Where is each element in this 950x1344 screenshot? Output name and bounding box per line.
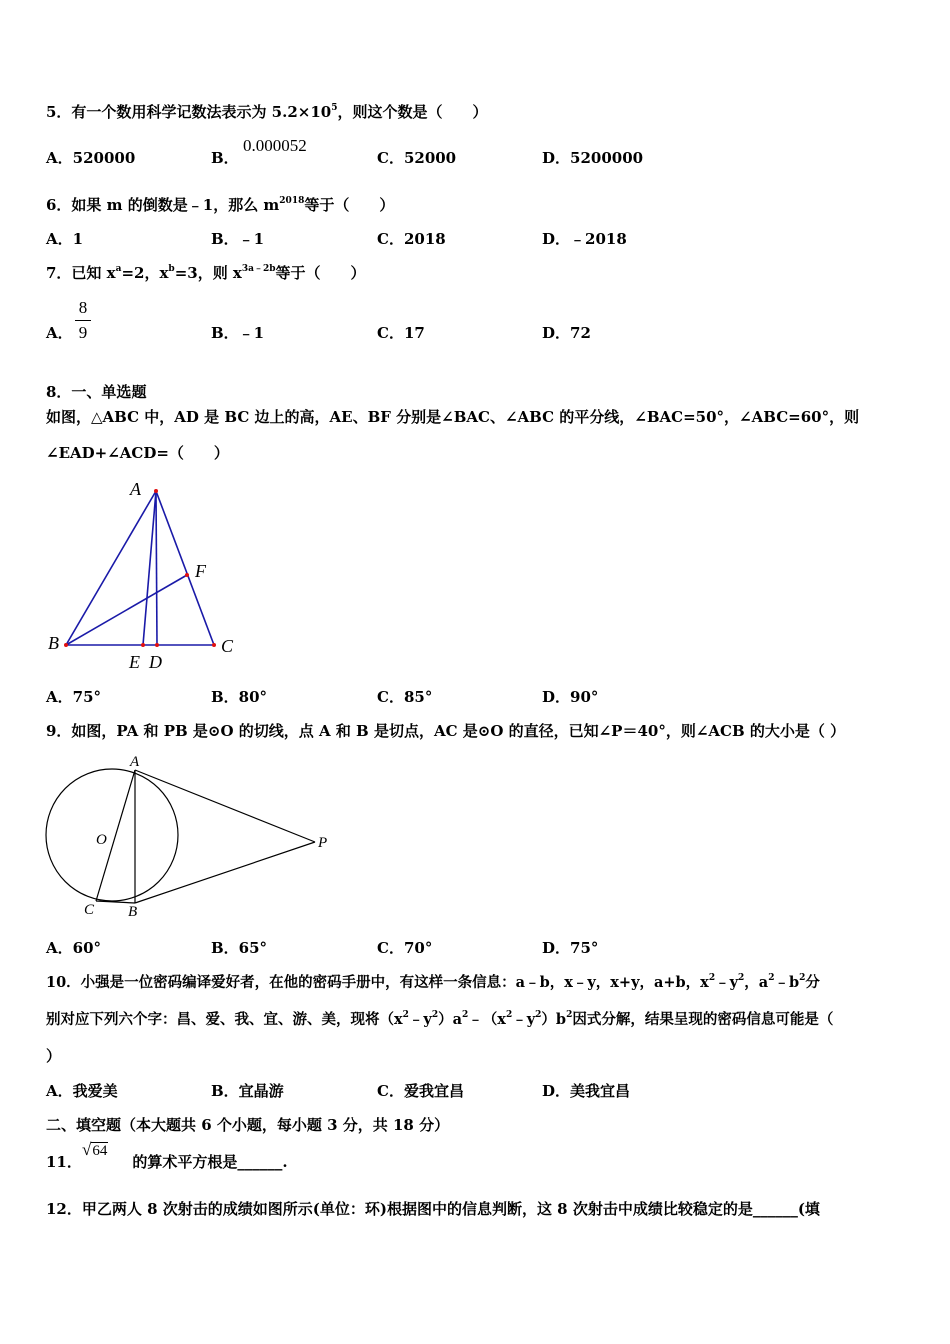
q7-stem: 7．已知 $x^a=2$，$x^b=3$，则 $x^{3a﹣2b}$等于（ ）	[46, 264, 366, 282]
fraction-numerator: 8	[78, 298, 88, 317]
label-a: A	[130, 479, 141, 499]
label-c: C	[221, 636, 234, 656]
q5-stem: 5．有一个数用科学记数法表示为 $5.2\times 10^5$，则这个数是（ ）	[46, 103, 488, 121]
q7-option-b: B．﹣1	[211, 324, 265, 342]
q11-radicand: 64	[92, 1143, 108, 1159]
circle-o	[46, 769, 178, 901]
q11-sqrt: √64	[82, 1140, 108, 1159]
q11-prefix: 11．	[46, 1153, 82, 1171]
q8-stem-line1: 如图，△ABC 中，AD 是 BC 边上的高，AE、BF 分别是∠BAC、∠ABC 的平分线，∠BAC=50°，∠ABC=60°，则	[46, 408, 860, 426]
label-b: B	[48, 633, 59, 653]
q10-option-d: D．美我宜昌	[542, 1082, 631, 1100]
label-p: P	[318, 835, 328, 851]
label-b: B	[128, 904, 138, 920]
q5-option-d: D．5200000	[542, 149, 644, 167]
q9-stem: 9．如图，PA 和 PB 是⊙O 的切线，点 A 和 B 是切点，AC 是⊙O 的直径，已知∠P＝40°，则∠ACB 的大小是（ ）	[46, 722, 846, 740]
q11-suffix: 的算术平方根是______.	[132, 1153, 288, 1171]
q6-option-a: A．1	[46, 230, 84, 248]
q10-stem-line3: ）	[46, 1047, 62, 1065]
q9-option-d: D．75°	[542, 939, 599, 957]
q8-option-c: C．85°	[377, 688, 433, 706]
q8-option-b: B．80°	[211, 688, 268, 706]
q10-stem-line2: 别对应下列六个字：昌、爱、我、宜、游、美，现将$(x^2﹣y^2)a^2﹣(x^2﹣y^2)b^2$因式分解，结果呈现的密码信息可能是（	[46, 1010, 834, 1028]
q8-option-d: D．90°	[542, 688, 599, 706]
q5-option-b: B．	[211, 149, 239, 167]
label-o: O	[96, 832, 107, 848]
edge-ab	[66, 491, 156, 645]
q7-option-d: D．72	[542, 324, 591, 342]
label-e: E	[129, 652, 140, 672]
fraction-bar	[75, 320, 91, 321]
q7-option-a: A．	[46, 324, 73, 342]
section-2-title: 二、填空题（本大题共 6 个小题，每小题 3 分，共 18 分）	[46, 1116, 450, 1134]
point-a	[154, 489, 158, 493]
q9-option-c: C．70°	[377, 939, 433, 957]
label-f: F	[195, 561, 206, 581]
point-e	[141, 643, 145, 647]
q8-triangle-figure	[40, 476, 250, 676]
q10-option-c: C．爱我宜昌	[377, 1082, 464, 1100]
point-f	[185, 573, 189, 577]
q5-option-c: C．52000	[377, 149, 457, 167]
q9-option-b: B．65°	[211, 939, 268, 957]
q8-heading: 8．一、单选题	[46, 383, 147, 401]
fraction-denominator: 9	[78, 323, 88, 342]
altitude-ad	[156, 491, 157, 645]
q6-option-c: C．2018	[377, 230, 446, 248]
q8-stem-line2: ∠EAD+∠ACD=（ ）	[46, 444, 229, 462]
q6-option-b: B．﹣1	[211, 230, 265, 248]
q8-option-a: A．75°	[46, 688, 102, 706]
q10-stem-line1: 10．小强是一位密码编译爱好者，在他的密码手册中，有这样一条信息：a﹣b，x﹣y，x+y，a+b，$x^2﹣y^2$，$a^2﹣b^2$分	[46, 973, 820, 991]
label-c: C	[84, 902, 95, 918]
point-d	[155, 643, 159, 647]
q12-stem: 12．甲乙两人 8 次射击的成绩如图所示(单位：环)根据图中的信息判断，这 8 次射击中成绩比较稳定的是______(填	[46, 1200, 820, 1218]
q10-option-a: A．我爱美	[46, 1082, 118, 1100]
point-c	[212, 643, 216, 647]
q5-option-a: A．520000	[46, 149, 136, 167]
q6-option-d: D．﹣2018	[542, 230, 627, 248]
label-d: D	[149, 652, 162, 672]
q10-option-b: B．宜晶游	[211, 1082, 284, 1100]
q7-option-c: C．17	[377, 324, 425, 342]
q7-option-a-fraction	[75, 298, 91, 343]
tangent-pa	[135, 770, 315, 842]
label-a: A	[130, 754, 140, 770]
tangent-pb	[135, 842, 315, 903]
q9-option-a: A．60°	[46, 939, 102, 957]
bisector-ae	[143, 491, 156, 645]
q9-circle-figure	[40, 752, 350, 927]
q5-option-b-value: 0.000052	[243, 136, 307, 155]
q6-stem: 6．如果 m 的倒数是﹣1，那么 $m^{2018}$等于（ ）	[46, 196, 395, 214]
bisector-bf	[66, 575, 187, 645]
point-b	[64, 643, 68, 647]
